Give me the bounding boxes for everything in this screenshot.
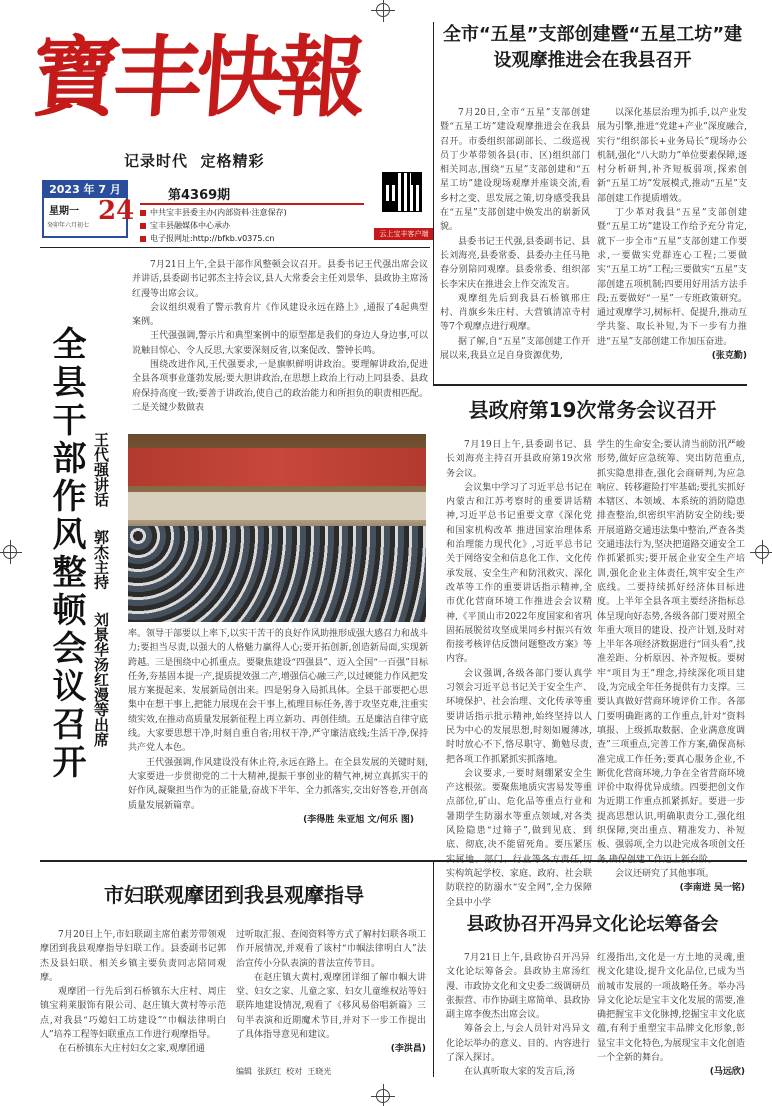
paragraph: 丁少革对我县“五星”支部创建暨“五星工坊”建设工作给予充分肯定,就下一步全市“五星”支部创建工作要求,一要做实党群连心工程;二要做实“五星工坊”工程;三要做实“五星”支部创建五项机制;四要用好用活方法手段;五要做好“一星”一专班政策研究。通过观摩学习,树标杆、促提升,推动互学共鉴、取长补短,为下一步有力推进“五星”支部创建工作加压奋进。 <box>597 208 747 347</box>
paragraph: 7月20日,全市“五星”支部创建暨“五星工坊”建设观摩推进会在我县召开。市委组织部副部长、二级巡视员丁少革带领各县(市、区)组织部门相关同志,围绕“五星”支部创建和“五星工坊”建设现场观摩并座谈交流,看乡村之变、思发展之策,切身感受我县在“五星”支部创建中焕发出的崭新风貌。 <box>440 108 590 233</box>
lead-headline: 全县干部作风整顿会议召开 <box>46 326 86 782</box>
producer-line <box>140 219 287 232</box>
paragraph: 在认真听取大家的发言后,汤 <box>464 1067 575 1078</box>
bullet-icon <box>140 236 146 242</box>
date-day: 24 <box>98 196 135 226</box>
article-wuxing-col1 <box>440 106 590 363</box>
crop-mark-left <box>3 545 17 559</box>
bullet-icon <box>140 223 146 229</box>
paragraph: 据了解,自“五星”支部创建工作开展以来,我县立足自身资源优势, <box>440 336 590 362</box>
lead-subheads <box>90 432 112 747</box>
sponsor-text: 中共宝丰县委主办(内部资料·注意保存) <box>150 208 287 217</box>
article-council-col2 <box>597 438 745 896</box>
paragraph: 观摩团一行先后到石桥镇东大庄村、周庄镇宝莉莱服饰有限公司、赵庄镇大黄村等示范点,对我县“巧媳妇工坊建设”“巾帼法律明白人”培养工程等妇联重点工作进行观摩指导。 <box>40 987 226 1041</box>
meeting-photo <box>128 434 426 622</box>
paragraph: 7月19日上午,县委副书记、县长刘海亮主持召开县政府第19次常务会议。 <box>446 440 592 479</box>
article-fengyi-headline: 县政协召开冯异文化论坛筹备会 <box>466 914 719 935</box>
article-fengyi-col1 <box>446 951 590 1080</box>
paragraph: 红漫指出,文化是一方土地的灵魂,重视文化建设,提升文化品位,已成为当前城市发展的一项战略任务。举办冯异文化论坛是宝丰文化发展的需要,准确把握宝丰文化脉搏,挖掘宝丰文化底蕴,有利于重塑宝丰品牌文化形象,彰显宝丰文化特色,为展现宝丰文化创造一个全新的舞台。 <box>597 953 745 1064</box>
paragraph: 筹备会上,与会人员针对冯异文化论坛举办的意义、目的、内容进行了深入探讨。 <box>446 1024 591 1064</box>
bullet-icon <box>140 210 146 216</box>
epaper-line[interactable] <box>140 232 287 245</box>
masthead-info <box>140 206 287 245</box>
paragraph: 7月20日上午,市妇联副主席伯素芳带领观摩团到我县观摩指导妇联工作。县委副书记郭杰及县妇联、相关乡镇主要负责同志陪同观摩。 <box>40 930 226 983</box>
date-lunar: 癸卯年六月初七 <box>47 222 90 229</box>
paragraph: 会议要求,一要时刻绷紧安全生产这根弦。要聚焦地质灾害易发等重点部位,矿山、危化品等重点行业和暑期学生防溺水等重点领域,对各类风险隐患“过筛子”,做到见底、到底、彻底,决不能留死角。要压紧压 实构筑起学校、家庭、政府、社会联防联控的防溺水“安全网”,全力保障全县中小学 <box>446 768 592 908</box>
paragraph: 围绕改进作风,王代强要求,一是旗帜鲜明讲政治。要理解讲政治,促进全县各项事业蓬勃发展;要大胆讲政治,在思想上政治上行动上同县委、县政府保持高度一致;要善于讲政治,使自己的政治能力和所担负的职责相匹配。二是关键少数做表 <box>132 360 428 413</box>
paragraph: 7月21日上午,全县干部作风整顿会议召开。县委书记王代强出席会议并讲话,县委副书记郭杰主持会议,县人大常委会主任刘景华、县政协主席汤红漫等出席会议。 <box>132 260 428 299</box>
article-council-headline: 县政府第19次常务会议召开 <box>468 398 717 422</box>
lead-byline: (李得胜 朱亚旭 文/何乐 图) <box>303 814 414 825</box>
date-weekday: 星期一 <box>49 206 79 217</box>
article-council-col1 <box>446 438 592 910</box>
footer-editors: 编辑 张跃红 校对 王晓光 <box>236 1067 332 1076</box>
paragraph: 率。领导干部要以上率下,以实干苦干的良好作风助推形成强大感召力和战斗力;要担当尽责,以强大的人格魅力赢得人心;要开拓创新,创造新局面,实现新跨越。三是围绕中心抓重点。要聚焦建设“四强县”、迈入全国“一百强”目标任务,夯基固本提一产,提质提效强二产,增强信心融三产,以过硬能力作风把发展方案提起来、发展新局创出来。四是躬身入局抓具体。全县干部要把心思集中在想干事上,把能力展现在会干事上,梳理目标任务,善于攻坚克难,注重实绩实效,在推动高质量发展新征程上再立新功、再创佳绩。五是廉洁自律守底线。大家要思想干净,时刻自重自省;用权干净,严守廉洁底线;生活干净,保持共产党人本色。 <box>128 629 428 754</box>
article-fengyi <box>440 905 745 1080</box>
paragraph: 在赵庄镇大黄村,观摩团详细了解巾帼大讲堂、妇女之家、儿童之家、妇女儿童维权站等妇联阵地建设情况,观看了《移风易俗唱新篇》三句半表演和近期魔术节目,并对下一步工作提出了具体指导意见和建议。 <box>236 972 426 1041</box>
date-year-month: 2023 年 7 月 <box>44 182 126 198</box>
article-wuxing-byline: (张克勤) <box>711 351 747 362</box>
paragraph: 王代强强调,作风建设没有休止符,永远在路上。在全县发展的关键时刻,大家要进一步贯彻党的二十大精神,提振干事创业的精气神,树立真抓实干的好作风,凝聚担当作为的正能量,奋战下半年、全力抓落实,交出好答卷,开创高质量发展新篇章。 <box>128 757 428 811</box>
lead-subhead-3: 刘景华汤红漫等出席 <box>92 611 110 747</box>
paragraph: 会议组织观看了警示教育片《作风建设永远在路上》,通报了4起典型案例。 <box>132 302 428 328</box>
date-box <box>42 180 135 238</box>
crop-mark-top <box>376 3 390 17</box>
qr-caption: 云上宝丰客户端 <box>374 228 434 240</box>
article-fengyi-col2 <box>597 951 745 1080</box>
paragraph: 过听取汇报、查阅资料等方式了解村妇联各项工作开展情况,并观看了该村“巾帼法律明白人”法治宣传小分队表演的普法宣传节目。 <box>236 930 426 969</box>
lead-article <box>40 252 430 852</box>
divider <box>433 22 434 384</box>
paragraph: 会议强调,各级各部门要认真学习领会习近平总书记关于安全生产、环境保护、社会治理、文化传承等重要讲话指示批示精神,始终坚持以人民为中心的发展思想,时刻如履薄冰,时时放心不下,恪尽职守、勤勉尽责,把各项工作抓紧抓实抓落地。 <box>446 668 592 765</box>
article-womens-fed-col1 <box>40 928 226 1057</box>
producer-text: 宝丰县融媒体中心承办 <box>150 221 230 230</box>
article-fengyi-byline: (马远欣) <box>709 1067 745 1078</box>
article-womens-fed-byline: (李洪昌) <box>390 1044 426 1055</box>
paragraph: 会议还研究了其他事项。 <box>615 868 715 879</box>
lead-subhead-2: 郭杰主持 <box>92 529 110 590</box>
article-wuxing-col2 <box>597 106 747 363</box>
paragraph: 观摩组先后到我县石桥镇邢庄村、肖旗乡朱庄村、大营镇清凉寺村等7个观摩点进行观摩。 <box>440 293 590 333</box>
lead-subhead-1: 王代强讲话 <box>92 432 110 507</box>
divider <box>433 384 747 386</box>
masthead-slogan: 记录时代 定格精彩 <box>124 152 265 170</box>
paragraph: 县委书记王代强,县委副书记、县长刘海亮,县委常委、县委办主任马艳春分别陪同观摩。县委常委、组织部长李宋庆在推进会上作交流发言。 <box>440 236 590 290</box>
crop-mark-bottom <box>376 1089 390 1103</box>
epaper-url[interactable]: 电子报网址:http://bfkb.v0375.cn <box>150 234 275 243</box>
divider <box>40 860 747 862</box>
paragraph: 在石桥镇东大庄村妇女之家,观摩团通 <box>58 1044 205 1055</box>
article-wuxing-headline: 全市“五星”支部创建暨“五星工坊”建设观摩推进会在我县召开 <box>442 24 743 71</box>
paragraph: 会议集中学习了习近平总书记在内蒙古和江苏考察时的重要讲话精神,习近平总书记重要文章《深化党和国家机构改革 推进国家治理体系和治理能力现代化》,习近平总书记关于网络安全和信息化工作、文化传承发展、安全生产和防汛救灾、深化改革等工作的重要讲话指示精神,全市优化营商环境工作推进会会议精神,《平顶山市2022年度国家和省巩固拓展脱贫攻坚成果同乡村振兴有效衔接考核评估反馈问题整改方案》等内容。 <box>446 482 592 665</box>
lead-top-text <box>132 258 428 415</box>
crop-mark-right <box>755 545 769 559</box>
lead-bottom-text <box>128 627 428 827</box>
article-wuxing <box>440 22 745 382</box>
sponsor-line <box>140 206 287 219</box>
qr-code[interactable] <box>382 172 422 212</box>
article-womens-fed <box>40 870 428 1080</box>
divider <box>433 862 434 1077</box>
article-council-byline: (李南进 吴一铭) <box>679 883 745 894</box>
paragraph: 7月21日上午,县政协召开冯异文化论坛筹备会。县政协主席汤红漫、市政协文化和文史委二级调研员张振营、市作协副主席简单、县政协副主席李俊杰出席会议。 <box>446 953 591 1021</box>
issue-number: 第4369期 <box>140 184 364 205</box>
paragraph: 王代强强调,警示片和典型案例中的原型都是我们的身边人身边事,可以说触目惊心、令人反思,大家要深刻反省,以案促改、警钟长鸣。 <box>132 331 428 356</box>
divider <box>40 247 430 248</box>
paragraph: 学生的生命安全;要认清当前防汛严峻形势,做好应急统筹、突出防范重点,抓实隐患排查,强化会商研判,为应急响应、转移避险打牢基础;要扎实抓好本辖区、本领域、本系统的消防隐患排查整治,织密织牢消防安全防线;要开展道路交通违法集中整治,严查各类交通违法行为,坚决把道路交通安全工作抓紧抓实;要开展企业安全生产培训,强化企业主体责任,筑牢安全生产底线。二要持续抓好经济体目标进度。上半年全县各项主要经济指标总体呈现向好态势,各级各部门要对照全年重大项目的建设、投产计划,及时对上半年各项经济数据进行“回头看”,找准差距、分析原因、补齐短板。要树牢“项目为王”理念,持续深化项目建设,为完成全年任务提供有力支撑。三要认真做好营商环境评价工作。各部门要明确距离的工作重点,针对“资料填报、上级抓取数据、企业满意度调查”三项重点,完善工作方案,确保高标准完成工作任务;要真心服务企业,不断优化营商环境,力争在全省营商环境评价中取得优异成绩。四要把创文作为近期工作重点抓紧抓好。要进一步提高思想认识,明确职责分工,强化组织保障,突出重点、精准发力、补短板、强弱项,全力以赴完成各项创文任 <box>597 440 745 851</box>
masthead <box>30 22 430 257</box>
article-council <box>440 390 745 908</box>
masthead-title: 寶丰快報 <box>28 25 364 129</box>
article-womens-fed-headline: 市妇联观摩团到我县观摩指导 <box>104 883 364 907</box>
paragraph: 以深化基层治理为抓手,以产业发展为引擎,推进“党建+产业”深度融合,实行“组织部长+业务局长”现场办公机制,强化“八大助力”单位要素保障,逐村分析研判,补齐短板弱项,探索创新“五星工坊”发展模式,推动“五星”支部创建工作提质增效。 <box>597 108 747 204</box>
article-womens-fed-col2 <box>236 928 426 1057</box>
